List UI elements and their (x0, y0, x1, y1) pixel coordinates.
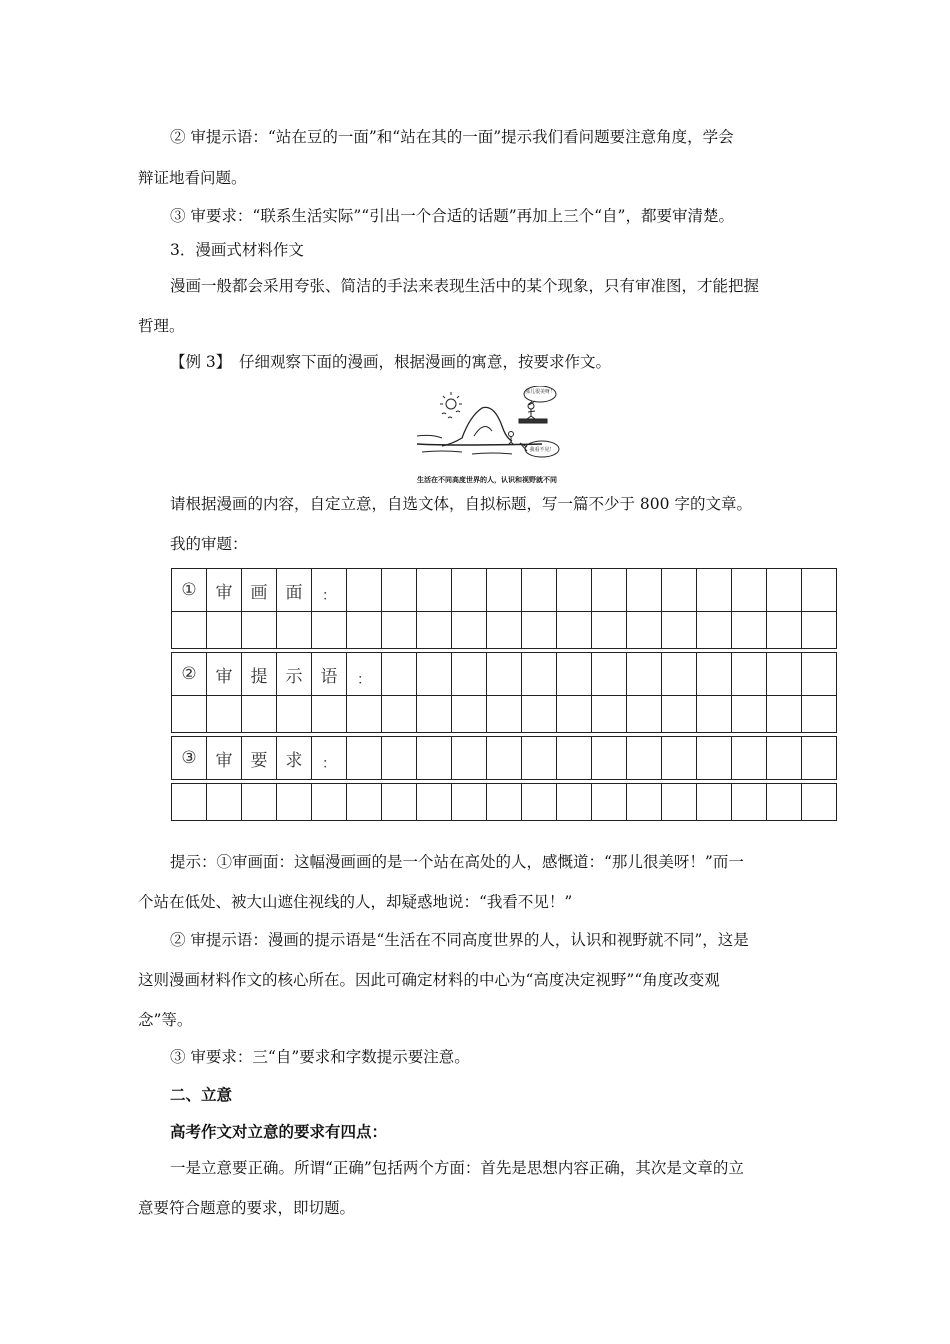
grid-cell (662, 696, 697, 733)
cartoon-caption: 生活在不同高度世界的人，认识和视野就不同 (417, 476, 557, 484)
grid-cell (417, 737, 452, 780)
grid-cell (452, 737, 487, 780)
grid-cell (697, 653, 732, 696)
grid-cell (592, 696, 627, 733)
mountain-icon (442, 407, 512, 446)
paragraph-line: 我的审题： (170, 535, 248, 553)
grid-cell: 提 (242, 653, 277, 696)
birds-icon (442, 411, 460, 418)
grid-cell (452, 653, 487, 696)
grid-cell (732, 696, 767, 733)
grid-cell (557, 737, 592, 780)
grid-cell (627, 696, 662, 733)
grid-cell (662, 612, 697, 649)
grid-cell (662, 653, 697, 696)
grid-cell (627, 737, 662, 780)
grid-cell (277, 612, 312, 649)
grid-cell (487, 569, 522, 612)
grid-cell (802, 784, 837, 821)
grid-cell (382, 784, 417, 821)
grid-cell (452, 612, 487, 649)
grid-cell (487, 696, 522, 733)
grid-cell: ： (312, 569, 347, 612)
grid-cell: ① (172, 569, 207, 612)
grid-blank-row (172, 612, 837, 649)
grid-cell (172, 696, 207, 733)
grid-cell (592, 569, 627, 612)
grid-cell (592, 784, 627, 821)
grid-blank-row (172, 784, 837, 821)
grid-cell (417, 612, 452, 649)
grid-cell: 求 (277, 737, 312, 780)
grid-cell (277, 696, 312, 733)
grid-cell (802, 569, 837, 612)
grid-cell (697, 784, 732, 821)
grid-cell (802, 737, 837, 780)
grid-cell (312, 696, 347, 733)
grid-cell (697, 696, 732, 733)
grid-cell (732, 612, 767, 649)
grid-cell (382, 737, 417, 780)
grid-cell (767, 784, 802, 821)
grid-cell: 语 (312, 653, 347, 696)
paragraph-line: ② 审提示语：漫画的提示语是“生活在不同高度世界的人，认识和视野就不同”，这是 (170, 931, 749, 949)
grid-cell (557, 696, 592, 733)
grid-cell (662, 737, 697, 780)
grid-cell (592, 653, 627, 696)
grid-cell (312, 612, 347, 649)
grid-cell (417, 653, 452, 696)
grid-cell (452, 696, 487, 733)
grid-cell (767, 737, 802, 780)
grid-blank-row (172, 696, 837, 733)
sub-heading: 高考作文对立意的要求有四点： (170, 1122, 388, 1141)
grid-cell: ③ (172, 737, 207, 780)
grid-cell (697, 612, 732, 649)
section-heading: 二、立意 (170, 1085, 233, 1104)
grid-cell (382, 653, 417, 696)
grid-cell (522, 737, 557, 780)
paragraph-line: 一是立意要正确。所谓“正确”包括两个方面：首先是思想内容正确，其次是文章的立 (170, 1159, 744, 1177)
grid-cell (802, 696, 837, 733)
grid-cell (522, 696, 557, 733)
grid-cell (172, 784, 207, 821)
grid-cell: 审 (207, 737, 242, 780)
grid-cell (522, 569, 557, 612)
grid-cell: 画 (242, 569, 277, 612)
grid-cell (242, 612, 277, 649)
paragraph-line: 哲理。 (138, 317, 185, 335)
grid-cell (732, 653, 767, 696)
grid-cell: ② (172, 653, 207, 696)
grid-label-row (172, 737, 837, 780)
grid-cell (452, 569, 487, 612)
grid-cell (487, 653, 522, 696)
grid-cell (312, 784, 347, 821)
grid-cell (662, 569, 697, 612)
grid-cell (242, 696, 277, 733)
grid-cell (732, 569, 767, 612)
grid-cell (732, 737, 767, 780)
bubble-top-text: 那儿很美呀！ (524, 389, 556, 395)
grid-cell (627, 784, 662, 821)
paragraph-line: 这则漫画材料作文的核心所在。因此可确定材料的中心为“高度决定视野”“角度改变观 (138, 971, 720, 989)
grid-cell (172, 612, 207, 649)
cartoon-image (412, 386, 562, 486)
grid-cell: 示 (277, 653, 312, 696)
grid-cell (732, 784, 767, 821)
grid-cell (592, 612, 627, 649)
example-label: 【例 3】 仔细观察下面的漫画，根据漫画的寓意，按要求作文。 (170, 353, 612, 371)
grid-cell (347, 612, 382, 649)
grid-cell: 审 (207, 569, 242, 612)
grid-cell (662, 784, 697, 821)
grid-cell (417, 569, 452, 612)
grid-cell (347, 696, 382, 733)
grid-cell (382, 569, 417, 612)
paragraph-line: 漫画一般都会采用夸张、简洁的手法来表现生活中的某个现象，只有审准图，才能把握 (170, 277, 760, 295)
grid-cell (487, 784, 522, 821)
paragraph-line: 个站在低处、被大山遮住视线的人，却疑惑地说：“我看不见！” (138, 893, 573, 911)
section-heading: 3．漫画式材料作文 (170, 241, 304, 259)
grid-cell (557, 612, 592, 649)
sun-icon (446, 399, 456, 409)
grid-label-row (172, 569, 837, 612)
grid-cell (767, 653, 802, 696)
grid-cell (487, 737, 522, 780)
grid-cell (417, 784, 452, 821)
grid-cell (207, 696, 242, 733)
grid-cell (592, 737, 627, 780)
grid-cell (207, 612, 242, 649)
grid-cell (347, 737, 382, 780)
grid-cell (207, 784, 242, 821)
grid-cell (767, 569, 802, 612)
grid-cell (522, 653, 557, 696)
grid-cell (417, 696, 452, 733)
grid-cell (242, 784, 277, 821)
grid-cell: 审 (207, 653, 242, 696)
paragraph-line: ② 审提示语：“站在豆的一面”和“站在其的一面”提示我们看问题要注意角度，学会 (170, 128, 734, 146)
grid-cell (347, 784, 382, 821)
grid-cell: ： (312, 737, 347, 780)
grid-cell (382, 696, 417, 733)
grid-cell (697, 569, 732, 612)
person-low-icon (509, 432, 514, 437)
grid-cell (347, 569, 382, 612)
grid-cell (522, 784, 557, 821)
grid-cell (697, 737, 732, 780)
grid-cell: 要 (242, 737, 277, 780)
paragraph-line: ③ 审要求：“联系生活实际”“引出一个合适的话题”再加上三个“自”，都要审清楚。 (170, 207, 734, 225)
paragraph-line: 意要符合题意的要求，即切题。 (138, 1199, 356, 1217)
grid-cell (522, 612, 557, 649)
grid-label-row (172, 653, 837, 696)
grid-cell (627, 612, 662, 649)
grid-cell (767, 612, 802, 649)
paragraph-line: 请根据漫画的内容，自定立意，自选文体，自拟标题，写一篇不少于 800 字的文章。 (170, 495, 752, 513)
paragraph-line: 念”等。 (138, 1011, 193, 1029)
paragraph-line: 辩证地看问题。 (138, 169, 247, 187)
bubble-bottom-text: 我看不见！ (529, 447, 555, 453)
grid-cell (767, 696, 802, 733)
answer-grid (171, 568, 837, 821)
grid-cell (802, 653, 837, 696)
grid-cell: ： (347, 653, 382, 696)
grid-cell (627, 653, 662, 696)
grid-cell (487, 612, 522, 649)
grid-cell (382, 612, 417, 649)
grid-cell: 面 (277, 569, 312, 612)
grid-cell (277, 784, 312, 821)
paragraph-line: 提示：①审画面：这幅漫画画的是一个站在高处的人，感慨道：“那儿很美呀！”而一 (170, 853, 744, 871)
grid-cell (452, 784, 487, 821)
paragraph-line: ③ 审要求：三“自”要求和字数提示要注意。 (170, 1048, 470, 1066)
grid-cell (802, 612, 837, 649)
grid-cell (557, 569, 592, 612)
grid-cell (627, 569, 662, 612)
grid-cell (557, 784, 592, 821)
grid-cell (557, 653, 592, 696)
